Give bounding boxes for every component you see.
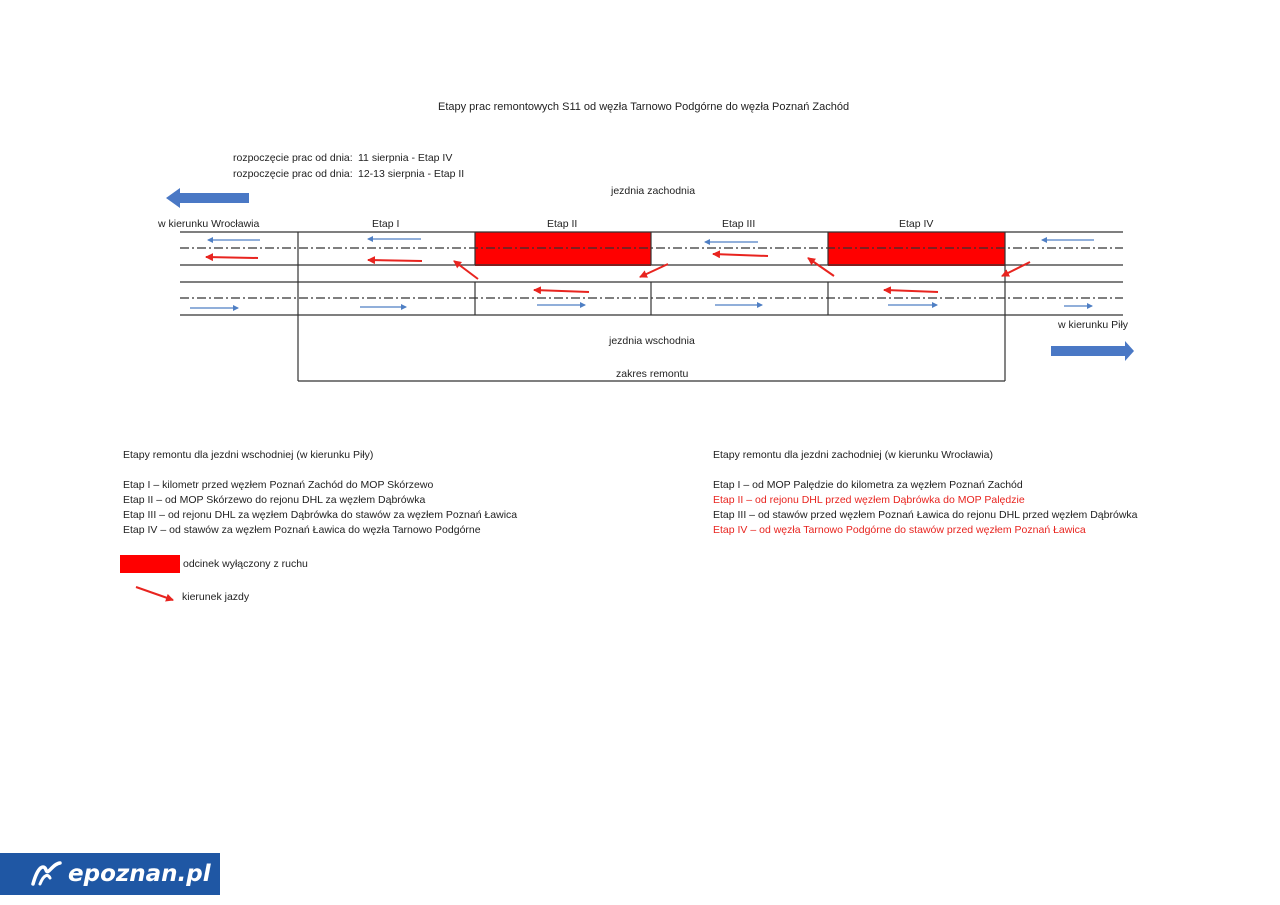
east-list-item: Etap II – od MOP Skórzewo do rejonu DHL za węzłem Dąbrówka bbox=[123, 494, 426, 506]
legend-closed-label: odcinek wyłączony z ruchu bbox=[183, 558, 308, 570]
closed-segment-etap-ii bbox=[475, 232, 651, 266]
legend-direction-label: kierunek jazdy bbox=[182, 591, 250, 603]
label-dir-west: w kierunku Wrocławia bbox=[158, 218, 260, 230]
stage-label-3: Etap III bbox=[722, 218, 756, 230]
stage-label-4: Etap IV bbox=[899, 218, 934, 230]
epoznan-logo-icon bbox=[30, 860, 64, 888]
start-date-label-2: rozpoczęcie prac od dnia: bbox=[233, 168, 353, 180]
west-list-item-active: Etap II – od rejonu DHL przed węzłem Dąbrówka do MOP Palędzie bbox=[713, 494, 1025, 506]
start-date-value-1: 11 sierpnia - Etap IV bbox=[358, 152, 453, 164]
west-list-item: Etap III – od stawów przed węzłem Poznań Ławica do rejonu DHL przed węzłem Dąbrówka bbox=[713, 509, 1138, 521]
east-list-heading: Etapy remontu dla jezdni wschodniej (w kierunku Piły) bbox=[123, 449, 374, 461]
page-title: Etapy prac remontowych S11 od węzła Tarnowo Podgórne do węzła Poznań Zachód bbox=[438, 101, 850, 113]
big-arrow-west-icon bbox=[166, 188, 249, 208]
legend-arrow-icon bbox=[130, 582, 180, 606]
lane-arrows-east bbox=[190, 305, 1092, 308]
big-arrow-north-icon bbox=[1051, 341, 1134, 361]
east-list-item: Etap III – od rejonu DHL za węzłem Dąbrówka do stawów za węzłem Poznań Ławica bbox=[123, 509, 518, 521]
east-list-item: Etap IV – od stawów za węzłem Poznań Ławica do węzła Tarnowo Podgórne bbox=[123, 524, 481, 536]
label-east-roadway: jezdnia wschodnia bbox=[609, 335, 695, 347]
west-list-item-active: Etap IV – od węzła Tarnowo Podgórne do stawów przed węzłem Poznań Ławica bbox=[713, 524, 1086, 536]
closed-segment-etap-iv bbox=[828, 232, 1005, 266]
west-list-item: Etap I – od MOP Palędzie do kilometra za węzłem Poznań Zachód bbox=[713, 479, 1023, 491]
start-date-value-2: 12-13 sierpnia - Etap II bbox=[358, 168, 465, 180]
west-list-heading: Etapy remontu dla jezdni zachodniej (w kierunku Wrocławia) bbox=[713, 449, 993, 461]
label-dir-north: w kierunku Piły bbox=[1058, 319, 1129, 331]
stage-label-1: Etap I bbox=[372, 218, 400, 230]
label-repair-scope: zakres remontu bbox=[616, 368, 689, 380]
east-list-item: Etap I – kilometr przed węzłem Poznań Zachód do MOP Skórzewo bbox=[123, 479, 434, 491]
logo-text: epoznan.pl bbox=[68, 861, 211, 887]
stage-label-2: Etap II bbox=[547, 218, 578, 230]
legend-closed-swatch bbox=[120, 555, 180, 573]
start-date-label-1: rozpoczęcie prac od dnia: bbox=[233, 152, 353, 164]
epoznan-logo[interactable] bbox=[0, 853, 220, 895]
label-west-roadway: jezdnia zachodnia bbox=[611, 185, 696, 197]
